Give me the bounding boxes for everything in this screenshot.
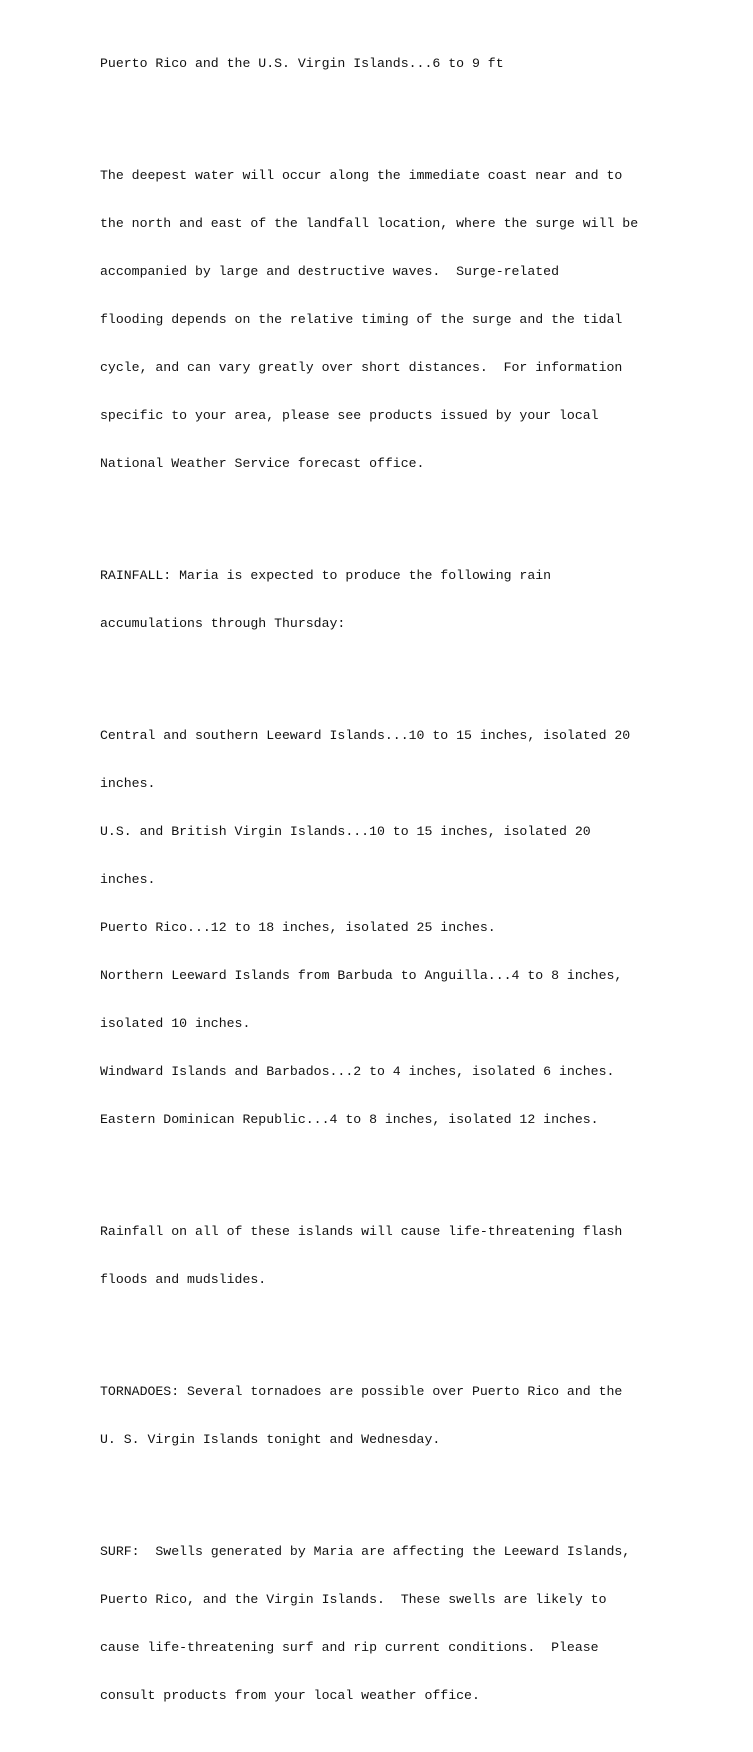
surge-para-line: The deepest water will occur along the immediate coast near and to	[100, 168, 623, 183]
surge-para-line: specific to your area, please see products issued by your local	[100, 408, 599, 423]
blank-line	[100, 104, 638, 120]
blank-line	[100, 1320, 638, 1336]
surge-para-line: flooding depends on the relative timing of the surge and the tidal	[100, 312, 623, 327]
rainfall-warning-line: floods and mudslides.	[100, 1272, 267, 1287]
rainfall-heading-line: RAINFALL: Maria is expected to produce the following rain	[100, 568, 552, 583]
rainfall-list-line: Central and southern Leeward Islands...10 to 15 inches, isolated 20	[100, 728, 631, 743]
blank-line	[100, 664, 638, 680]
surge-para-line: National Weather Service forecast office.	[100, 456, 425, 471]
surge-para-line: the north and east of the landfall location, where the surge will be	[100, 216, 639, 231]
surf-line: cause life-threatening surf and rip current conditions. Please	[100, 1640, 599, 1655]
rainfall-list-line: isolated 10 inches.	[100, 1016, 251, 1031]
surf-line: consult products from your local weather office.	[100, 1688, 480, 1703]
tornadoes-line: TORNADOES: Several tornadoes are possible over Puerto Rico and the	[100, 1384, 623, 1399]
surf-line: SURF: Swells generated by Maria are affecting the Leeward Islands,	[100, 1544, 631, 1559]
surge-para-line: accompanied by large and destructive waves. Surge-related	[100, 264, 559, 279]
blank-line	[100, 1160, 638, 1176]
rainfall-list-line: Puerto Rico...12 to 18 inches, isolated 25 inches.	[100, 920, 496, 935]
rainfall-list-line: Windward Islands and Barbados...2 to 4 inches, isolated 6 inches.	[100, 1064, 615, 1079]
advisory-text-block	[100, 8, 638, 1752]
rainfall-list-line: U.S. and British Virgin Islands...10 to 15 inches, isolated 20	[100, 824, 591, 839]
rainfall-list-line: inches.	[100, 872, 156, 887]
tornadoes-line: U. S. Virgin Islands tonight and Wednesday.	[100, 1432, 441, 1447]
rainfall-list-line: Eastern Dominican Republic...4 to 8 inches, isolated 12 inches.	[100, 1112, 599, 1127]
rainfall-list-line: Northern Leeward Islands from Barbuda to Anguilla...4 to 8 inches,	[100, 968, 623, 983]
surge-para-line: cycle, and can vary greatly over short distances. For information	[100, 360, 623, 375]
surge-tail-line: Puerto Rico and the U.S. Virgin Islands...6 to 9 ft	[100, 56, 504, 71]
surf-line: Puerto Rico, and the Virgin Islands. These swells are likely to	[100, 1592, 607, 1607]
rainfall-heading-line: accumulations through Thursday:	[100, 616, 346, 631]
rainfall-warning-line: Rainfall on all of these islands will cause life-threatening flash	[100, 1224, 623, 1239]
blank-line	[100, 1480, 638, 1496]
blank-line	[100, 504, 638, 520]
rainfall-list-line: inches.	[100, 776, 156, 791]
